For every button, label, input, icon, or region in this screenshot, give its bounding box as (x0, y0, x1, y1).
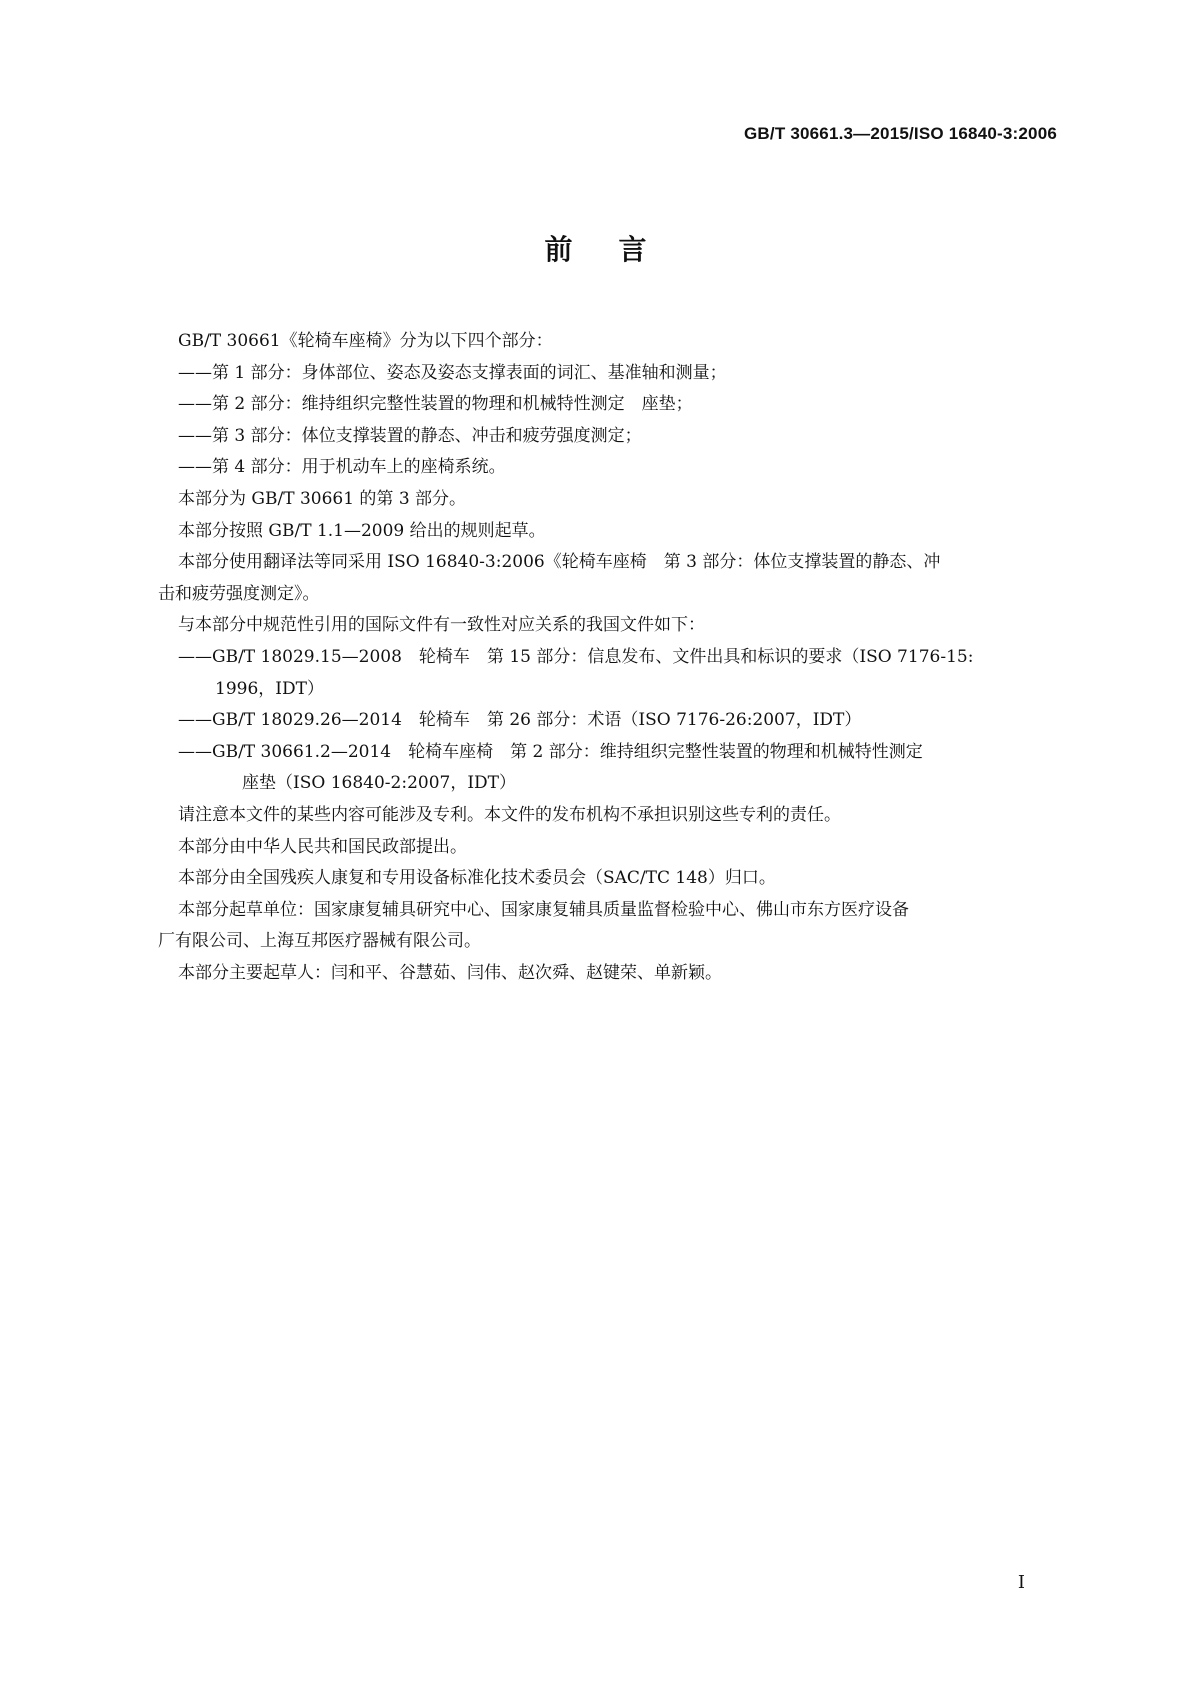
paragraph-continuation: 厂有限公司、上海互邦医疗器械有限公司。 (158, 931, 481, 952)
foreword-body (158, 326, 1058, 989)
list-item-continuation: 1996，IDT） (215, 678, 324, 699)
paragraph: GB/T 30661《轮椅车座椅》分为以下四个部分： (178, 331, 553, 351)
page-title: 前言 (544, 233, 693, 266)
list-item: ——GB/T 30661.2—2014 轮椅车座椅 第 2 部分：维持组织完整性装置的物理和机械特性测定 (178, 741, 923, 762)
list-item: ——第 3 部分：体位支撑装置的静态、冲击和疲劳强度测定； (178, 425, 642, 446)
list-item-continuation: 座垫（ISO 16840-2:2007，IDT） (242, 773, 517, 794)
list-item: ——第 1 部分：身体部位、姿态及姿态支撑表面的词汇、基准轴和测量； (178, 362, 727, 383)
paragraph: 本部分为 GB/T 30661 的第 3 部分。 (178, 488, 467, 509)
paragraph: 与本部分中规范性引用的国际文件有一致性对应关系的我国文件如下： (178, 615, 705, 636)
paragraph: 本部分由中华人民共和国民政部提出。 (178, 836, 467, 857)
paragraph: 本部分起草单位：国家康复辅具研究中心、国家康复辅具质量监督检验中心、佛山市东方医疗设备 (178, 899, 909, 920)
paragraph: 请注意本文件的某些内容可能涉及专利。本文件的发布机构不承担识别这些专利的责任。 (178, 804, 841, 825)
list-item: ——第 4 部分：用于机动车上的座椅系统。 (178, 457, 506, 478)
paragraph: 本部分主要起草人：闫和平、谷慧茹、闫伟、赵次舜、赵键荣、单新颖。 (178, 962, 722, 983)
standard-code: GB/T 30661.3—2015/ISO 16840-3:2006 (744, 124, 1057, 143)
paragraph: 本部分按照 GB/T 1.1—2009 给出的规则起草。 (178, 520, 546, 541)
paragraph: 本部分使用翻译法等同采用 ISO 16840-3:2006《轮椅车座椅 第 3 部分：体位支撑装置的静态、冲 (178, 552, 941, 573)
paragraph: 本部分由全国残疾人康复和专用设备标准化技术委员会（SAC/TC 148）归口。 (178, 868, 776, 889)
list-item: ——GB/T 18029.15—2008 轮椅车 第 15 部分：信息发布、文件出具和标识的要求（ISO 7176-15: (178, 646, 974, 667)
list-item: ——GB/T 18029.26—2014 轮椅车 第 26 部分：术语（ISO 7176-26:2007，IDT） (178, 710, 862, 731)
paragraph-continuation: 击和疲劳强度测定》。 (158, 583, 320, 604)
page-number: I (1017, 1572, 1025, 1593)
list-item: ——第 2 部分：维持组织完整性装置的物理和机械特性测定 座垫； (178, 394, 693, 415)
